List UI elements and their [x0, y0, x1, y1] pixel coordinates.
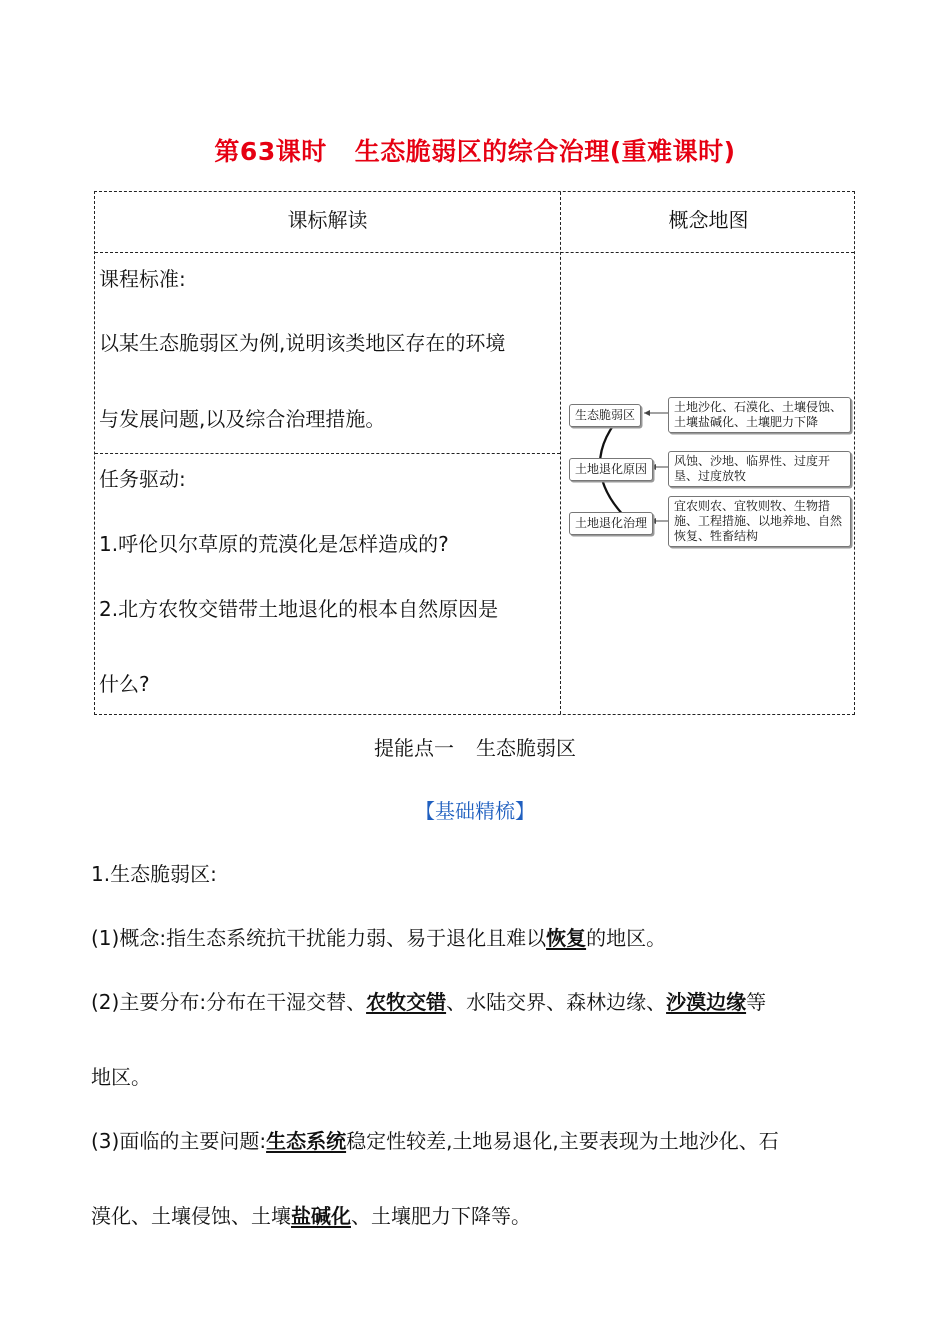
detail-fragile-zone: 土地沙化、石漠化、土壤侵蚀、土壤盐碱化、土壤肥力下降 — [668, 397, 851, 433]
overview-table — [94, 191, 855, 715]
section-subtitle: 【基础精梳】 — [415, 799, 535, 823]
page-title — [0, 132, 950, 168]
paragraph-problems — [91, 1125, 866, 1158]
paragraph-concept — [91, 922, 866, 955]
table-divider-vertical — [560, 192, 561, 714]
distribution-text-mid: 、水陆交界、森林边缘、 — [446, 990, 667, 1014]
problems-text: (3)面临的主要问题: — [91, 1129, 267, 1153]
node-fragile-zone: 生态脆弱区 — [569, 404, 641, 427]
task-question-1: 1.呼伦贝尔草原的荒漠化是怎样造成的? — [99, 532, 449, 556]
paragraph-heading: 1.生态脆弱区: — [91, 862, 217, 886]
problems-text-end: 稳定性较差,土地易退化,主要表现为土地沙化、石 — [346, 1129, 779, 1153]
standard-text-line1: 以某生态脆弱区为例,说明该类地区存在的环境 — [99, 331, 506, 355]
section-title-b: 生态脆弱区 — [476, 736, 576, 760]
lesson-number: 第63课时 — [214, 137, 327, 166]
keyword-salinization: 盐碱化 — [291, 1204, 351, 1228]
detail-degradation-causes: 风蚀、沙地、临界性、过度开垦、过度放牧 — [668, 451, 851, 487]
task-question-2-line2: 什么? — [99, 672, 150, 696]
paragraph-distribution-line2: 地区。 — [91, 1065, 151, 1089]
node-degradation-control: 土地退化治理 — [569, 512, 653, 535]
concept-text: (1)概念:指生态系统抗干扰能力弱、易于退化且难以 — [91, 926, 547, 950]
standard-text-line2: 与发展问题,以及综合治理措施。 — [99, 407, 386, 431]
concept-text-end: 的地区。 — [586, 926, 667, 950]
section-title — [0, 732, 950, 761]
paragraph-problems-line2 — [91, 1200, 866, 1233]
task-question-2-line1: 2.北方农牧交错带土地退化的根本自然原因是 — [99, 597, 499, 621]
paragraph-distribution — [91, 986, 866, 1019]
detail-degradation-control: 宜农则农、宜牧则牧、生物措施、工程措施、以地养地、自然恢复、牲畜结构 — [668, 496, 851, 547]
section-title-a: 提能点一 — [374, 736, 454, 760]
table-divider-header — [95, 252, 854, 253]
problems-line2-text: 漠化、土壤侵蚀、土壤 — [91, 1204, 291, 1228]
header-standard: 课标解读 — [287, 208, 368, 232]
distribution-text: (2)主要分布:分布在干湿交替、 — [91, 990, 367, 1014]
table-divider-left — [95, 453, 560, 454]
lesson-topic: 生态脆弱区的综合治理(重难课时) — [354, 137, 736, 166]
keyword-recovery: 恢复 — [546, 926, 587, 950]
problems-line2-end: 、土壤肥力下降等。 — [351, 1204, 531, 1228]
task-label: 任务驱动: — [99, 467, 186, 491]
concept-map — [564, 392, 856, 542]
distribution-text-end: 等 — [746, 990, 767, 1014]
header-concept-map: 概念地图 — [668, 208, 749, 232]
standard-label: 课程标准: — [99, 267, 186, 291]
keyword-desert-edge: 沙漠边缘 — [666, 990, 747, 1014]
node-degradation-causes: 土地退化原因 — [569, 458, 653, 481]
keyword-ecosystem: 生态系统 — [266, 1129, 347, 1153]
keyword-farming-pastoral: 农牧交错 — [366, 990, 447, 1014]
